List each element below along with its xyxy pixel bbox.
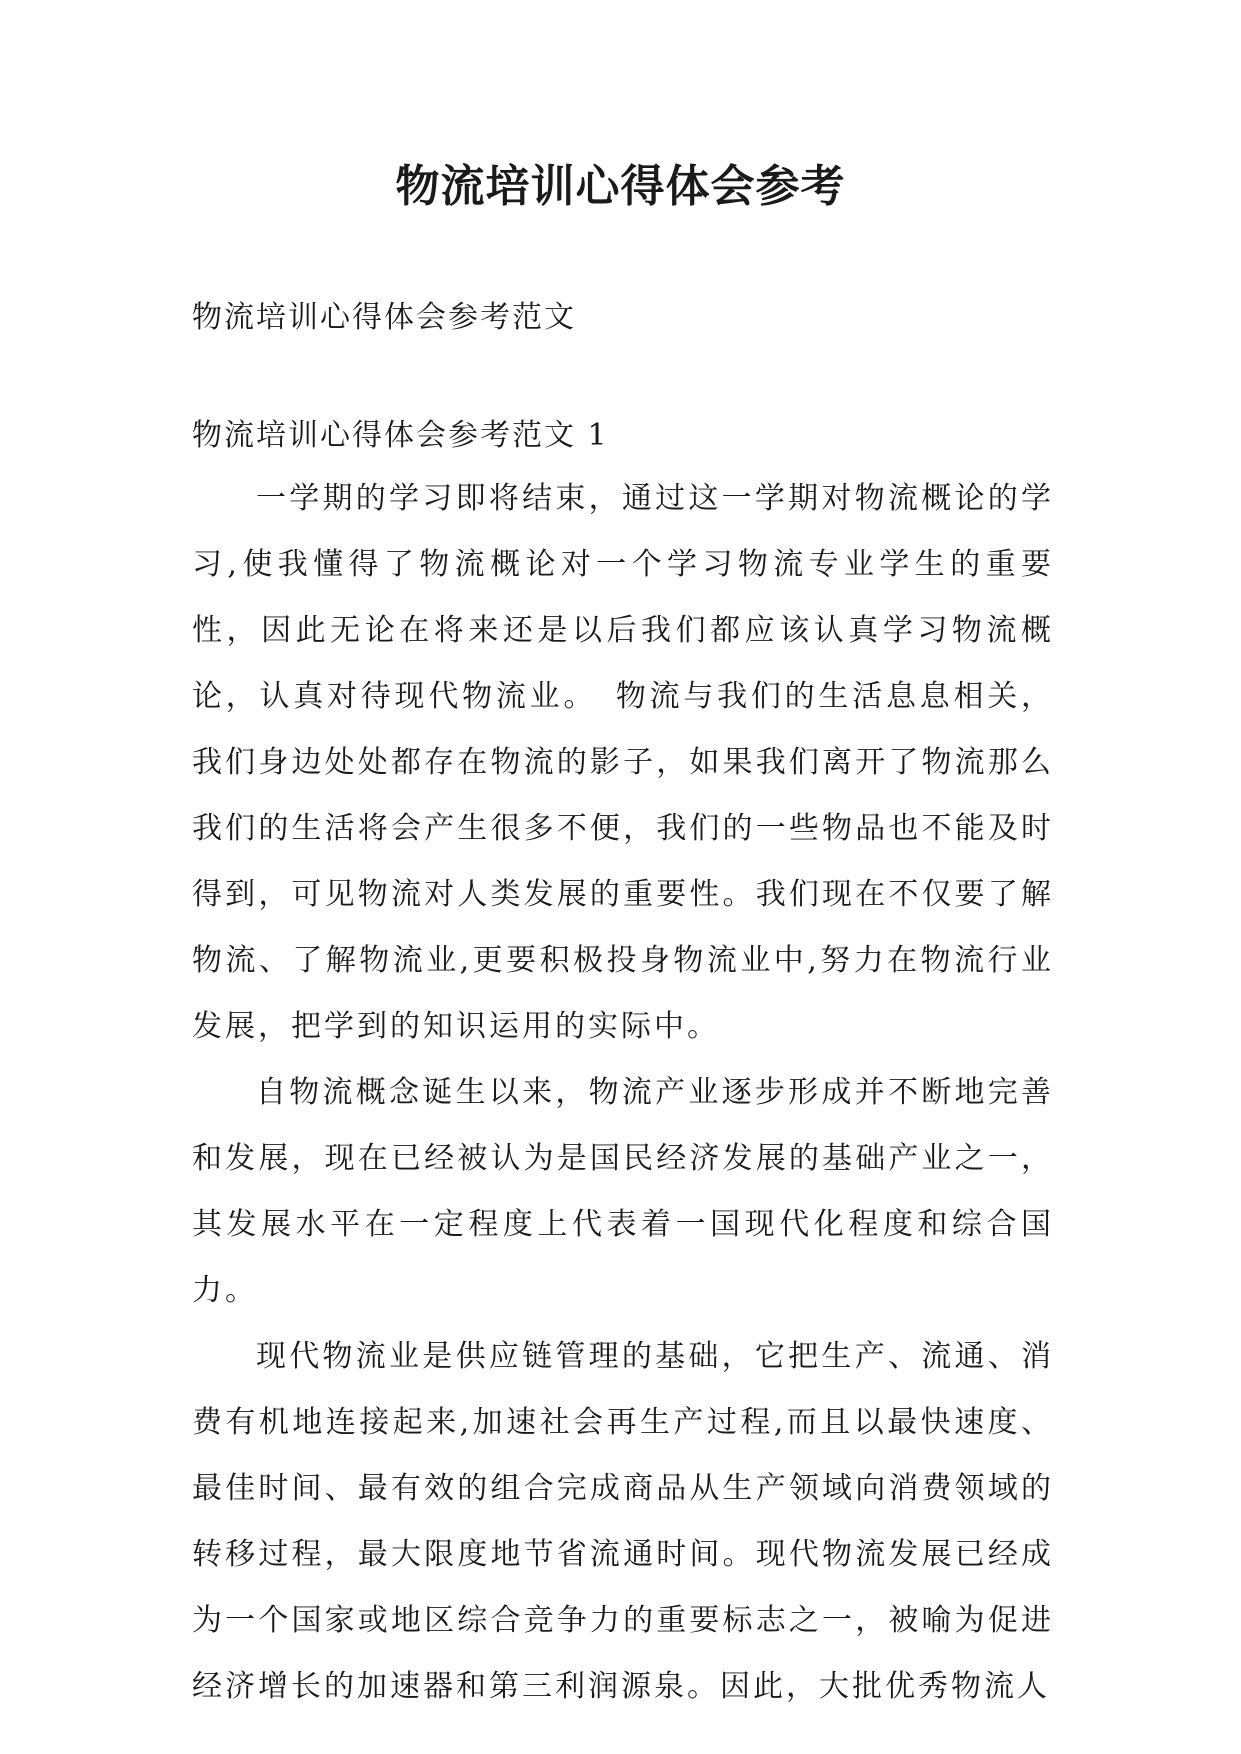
page-title: 物流培训心得体会参考 [395,161,846,212]
body-paragraph-3: 现代物流业是供应链管理的基础，它把生产、流通、消费有机地连接起来,加速社会再生产过程,而且以最快速度、最佳时间、最有效的组合完成商品从生产领域向消费领域的转移过程，最大限度地节省流通时间。现代物流发展已经成为一个国家或地区综合竞争力的重要标志之一，被喻为促进经济增长的加速器和第三利润源泉。因此，大批优秀物流人 [192,1339,1054,1704]
section-heading: 物流培训心得体会参考范文 1 [192,418,609,453]
document-body [192,466,1054,1720]
body-paragraph-1: 一学期的学习即将结束，通过这一学期对物流概论的学习,使我懂得了物流概论对一个学习物流专业学生的重要性，因此无论在将来还是以后我们都应该认真学习物流概论，认真对待现代物流业。 物流与我们的生活息息相关，我们身边处处都存在物流的影子，如果我们离开了物流那么我们的生活将会产生很多不便，我们的一些物品也不能及时得到，可见物流对人类发展的重要性。我们现在不仅要了解物流、了解物流业,更要积极投身物流业中,努力在物流行业发展，把学到的知识运用的实际中。 [192,481,1054,1044]
document-subtitle: 物流培训心得体会参考范文 [192,300,576,335]
body-paragraph-2: 自物流概念诞生以来，物流产业逐步形成并不断地完善和发展，现在已经被认为是国民经济发展的基础产业之一，其发展水平在一定程度上代表着一国现代化程度和综合国力。 [192,1075,1054,1308]
